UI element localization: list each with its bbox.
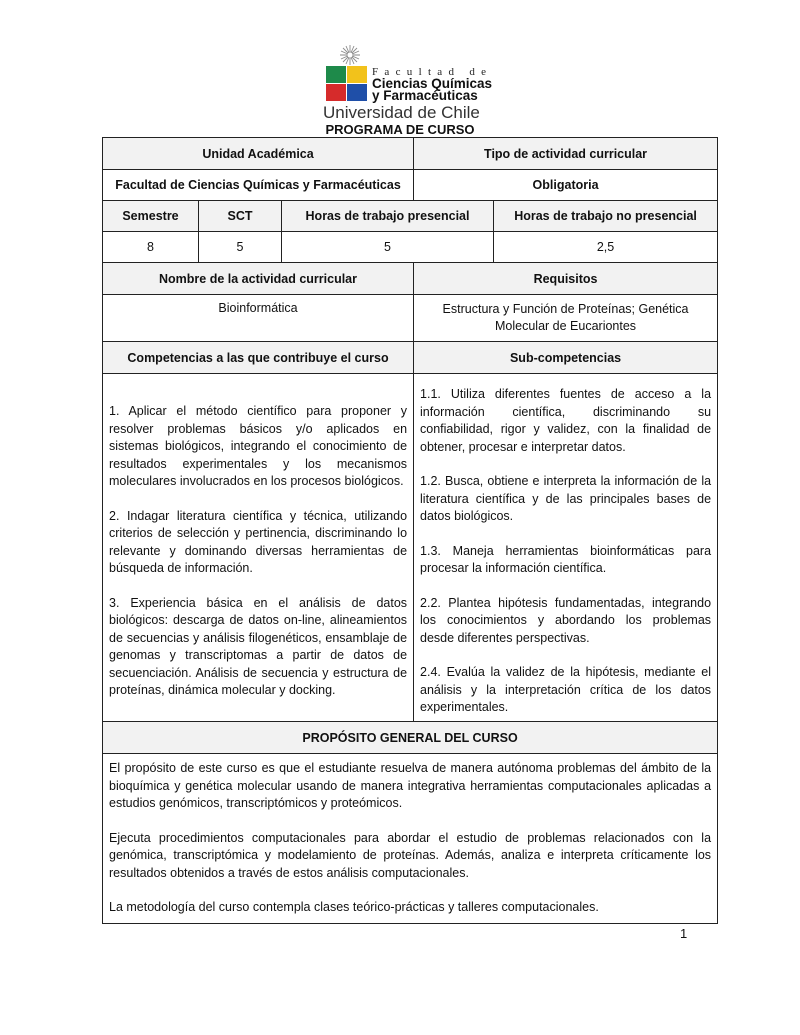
subcompetencia-item: 1.1. Utiliza diferentes fuentes de acceso a la información científica, discriminando su confiabilidad, rigor y validez, con la finalidad de obtener, procesar e interpretar datos.	[420, 387, 712, 454]
semestre-value: 8	[103, 232, 199, 263]
logo-text-line3: y Farmacéuticas	[372, 88, 478, 103]
subcompetencia-item: 2.4. Evalúa la validez de la hipótesis, mediante el análisis y la interpretación crítica de los datos experimentales.	[420, 665, 712, 715]
sct-value: 5	[199, 232, 282, 263]
shield-quadrant-red	[326, 84, 346, 101]
horas-presencial-value: 5	[282, 232, 494, 263]
table-row	[103, 138, 718, 170]
unidad-academica-value: Facultad de Ciencias Químicas y Farmacéuticas	[103, 170, 414, 201]
competencia-item: 1. Aplicar el método científico para proponer y resolver problemas básicos y/o aplicados en sistemas biológicos, integrando el conocimiento de resultados experimentales y los mecanismos moleculares involucrados en los procesos biológicos.	[109, 404, 408, 489]
logo-text-line1: Facultad de	[372, 66, 493, 78]
competencia-item: 3. Experiencia básica en el análisis de datos biológicos: descarga de datos on-line, alineamientos de secuencias y análisis filogenéticos, ensamblaje de genomas y transcriptomas a partir de datos de secuenciación. Análisis de secuencia y estructura de proteínas, dinámica molecular y docking.	[109, 595, 408, 698]
requisitos-value: Estructura y Función de Proteínas; Genética Molecular de Eucariontes	[414, 295, 718, 342]
course-program-table	[102, 137, 718, 924]
requisitos-label: Requisitos	[414, 263, 718, 295]
proposito-paragraph: Ejecuta procedimientos computacionales para abordar el estudio de problemas relacionados con la genómica, transcriptómica y modelamiento de proteínas. Además, analiza e interpreta críticamente los resultados obtenidos a través de estos análisis computacionales.	[109, 830, 712, 880]
competencias-label: Competencias a las que contribuye el curso	[103, 342, 414, 374]
table-row	[103, 722, 718, 754]
horas-no-presencial-value: 2,5	[494, 232, 718, 263]
shield-quadrant-blue	[347, 84, 367, 101]
subcompetencia-item: 1.3. Maneja herramientas bioinformáticas para procesar la información científica.	[420, 543, 712, 576]
horas-presencial-label: Horas de trabajo presencial	[282, 201, 494, 232]
table-row	[103, 754, 718, 924]
proposito-paragraph: El propósito de este curso es que el estudiante resuelva de manera autónoma problemas del ámbito de la bioquímica y genética molecular usando de manera integrativa herramientas computacionales aplicadas a estudios genómicos, transcriptómicos y proteómicos.	[109, 761, 712, 811]
tipo-actividad-value: Obligatoria	[414, 170, 718, 201]
horas-no-presencial-label: Horas de trabajo no presencial	[494, 201, 718, 232]
table-row	[103, 201, 718, 232]
logo-university-name: Universidad de Chile	[323, 103, 480, 122]
logo-text-line2: Ciencias Químicas	[372, 76, 493, 91]
proposito-paragraph: La metodología del curso contempla clases teórico-prácticas y talleres computacionales.	[109, 900, 599, 915]
subcompetencia-item: 2.2. Plantea hipótesis fundamentadas, integrando los conocimientos y abordando los problemas desde diferentes perspectivas.	[420, 595, 712, 645]
tipo-actividad-label: Tipo de actividad curricular	[414, 138, 718, 170]
table-row	[103, 295, 718, 342]
proposito-cell	[103, 754, 718, 924]
competencia-item: 2. Indagar literatura científica y técnica, utilizando criterios de selección y pertinencia, discriminando lo relevante y dominando diversas herramientas de búsqueda de información.	[109, 508, 408, 576]
page-number: 1	[680, 926, 688, 941]
table-row	[103, 263, 718, 295]
table-row	[103, 232, 718, 263]
faculty-logo	[323, 44, 493, 122]
semestre-label: Semestre	[103, 201, 199, 232]
table-row	[103, 170, 718, 201]
shield-icon	[326, 66, 368, 102]
table-row	[103, 374, 718, 722]
competencias-cell	[103, 374, 414, 722]
sct-label: SCT	[199, 201, 282, 232]
proposito-label: PROPÓSITO GENERAL DEL CURSO	[103, 722, 718, 754]
star-icon	[336, 44, 364, 66]
shield-quadrant-yellow	[347, 66, 367, 83]
subcompetencias-label: Sub-competencias	[414, 342, 718, 374]
page-title: PROGRAMA DE CURSO	[325, 122, 475, 137]
nombre-actividad-label: Nombre de la actividad curricular	[103, 263, 414, 295]
table-row	[103, 342, 718, 374]
unidad-academica-label: Unidad Académica	[103, 138, 414, 170]
subcompetencia-item: 1.2. Busca, obtiene e interpreta la información de la literatura científica y de las principales bases de datos biológicos.	[420, 474, 712, 524]
nombre-actividad-value: Bioinformática	[103, 295, 414, 342]
shield-quadrant-green	[326, 66, 346, 83]
subcompetencias-cell	[414, 374, 718, 722]
